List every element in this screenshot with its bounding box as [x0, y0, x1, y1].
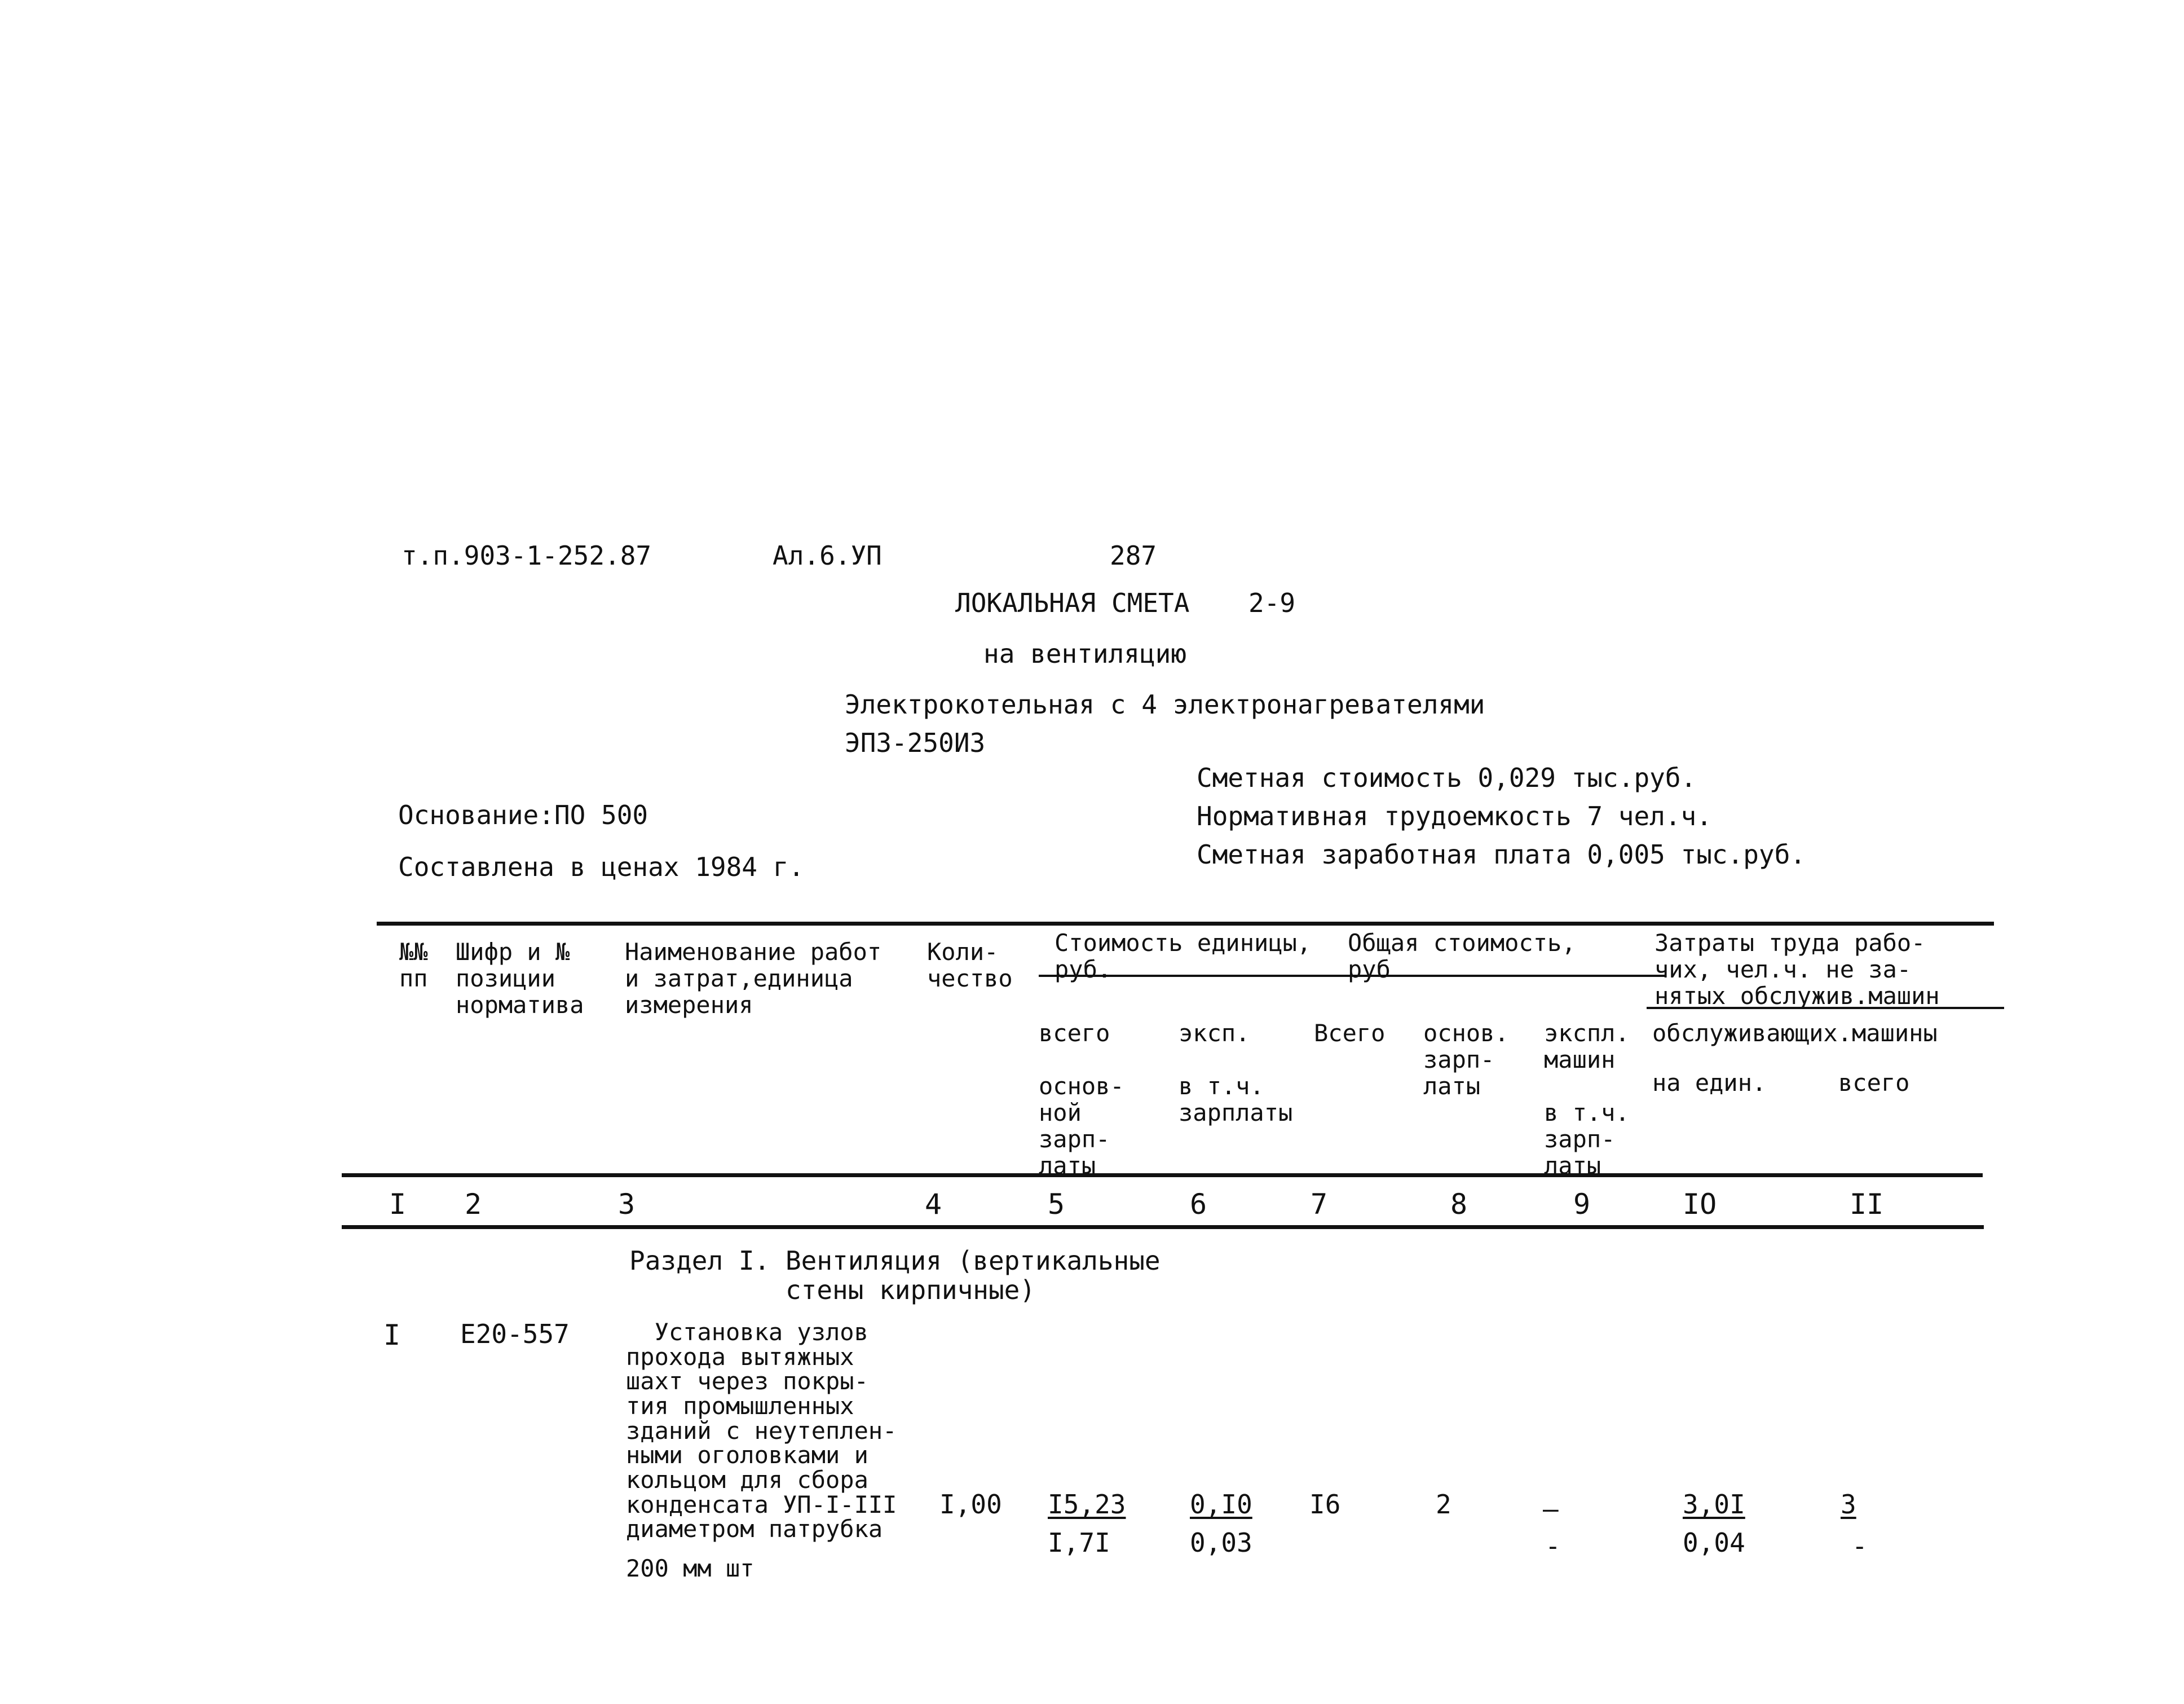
- header-bottom-rule: [342, 1173, 1983, 1177]
- colnum-6: 6: [1190, 1188, 1207, 1221]
- row-col10-wages: 0,04: [1683, 1527, 1745, 1558]
- document-title: ЛОКАЛЬНАЯ СМЕТА: [955, 588, 1190, 618]
- doc-code: т.п.903-1-252.87: [401, 540, 652, 571]
- row-col7: I6: [1309, 1489, 1341, 1520]
- colnum-2: 2: [465, 1188, 482, 1221]
- header-col10-11: обслуживающих.машины: [1652, 1019, 1938, 1047]
- row-unit: 200 мм шт: [626, 1555, 755, 1582]
- table-top-rule: [377, 922, 1994, 926]
- row-col11-total: 3: [1841, 1489, 1856, 1520]
- column-numbers-rule: [342, 1225, 1984, 1229]
- page-number: 287: [1110, 540, 1157, 571]
- header-labor: Затраты труда рабо- чих, чел.ч. не за- нятых обслужив.машин: [1654, 929, 1940, 1010]
- album-ref: Ал.6.УП: [773, 540, 882, 571]
- estimated-wages: Сметная заработная плата 0,005 тыс.руб.: [1197, 839, 1806, 870]
- document-subtitle: на вентиляцию: [983, 639, 1187, 669]
- row-quantity: I,00: [939, 1489, 1002, 1520]
- header-col7: Всего: [1314, 1019, 1386, 1047]
- row-code: Е20-557: [460, 1319, 570, 1349]
- row-work-name: Установка узлов прохода вытяжных шахт через покры- тия промышленных зданий с неутеплен- ными оголовками и кольцом для сбора конденсата УП-I-III диаметром патрубка: [626, 1318, 897, 1543]
- colnum-4: 4: [925, 1188, 942, 1221]
- header-col11: всего: [1838, 1069, 1910, 1097]
- row-col11-wages: -: [1852, 1531, 1868, 1561]
- header-code: Шифр и № позиции норматива: [456, 938, 584, 1019]
- header-col9: экспл. машин в т.ч. зарп- латы: [1544, 1019, 1630, 1180]
- row-col5-total: I5,23: [1048, 1489, 1126, 1520]
- object-model: ЭПЗ-250ИЗ: [845, 728, 986, 758]
- row-col6-wages: 0,03: [1190, 1527, 1252, 1558]
- row-col9-total: —: [1543, 1494, 1559, 1524]
- row-col10-total: 3,0I: [1683, 1489, 1745, 1520]
- header-col6: эксп. в т.ч. зарплаты: [1179, 1019, 1293, 1127]
- colnum-10: IO: [1683, 1188, 1717, 1221]
- colnum-9: 9: [1573, 1188, 1591, 1221]
- row-col8: 2: [1436, 1489, 1451, 1520]
- estimated-cost: Сметная стоимость 0,029 тыс.руб.: [1197, 763, 1697, 793]
- colnum-1: I: [389, 1188, 407, 1221]
- header-quantity: Коли- чество: [927, 938, 1013, 993]
- labor-intensity: Нормативная трудоемкость 7 чел.ч.: [1197, 801, 1712, 831]
- row-number: I: [383, 1319, 401, 1351]
- header-unit-cost: Стоимость единицы, руб.: [1055, 929, 1312, 984]
- header-row-number: №№ пп: [399, 938, 428, 993]
- colnum-11: II: [1850, 1188, 1884, 1221]
- header-col10: на един.: [1652, 1069, 1767, 1097]
- object-name: Электрокотельная с 4 электронагревателями: [845, 689, 1485, 720]
- estimate-number: 2-9: [1248, 588, 1296, 618]
- header-total-cost: Общая стоимость, руб: [1348, 929, 1576, 984]
- header-col5: всего основ- ной зарп- латы: [1039, 1019, 1124, 1180]
- colnum-3: 3: [618, 1188, 636, 1221]
- header-col8: основ. зарп- латы: [1423, 1019, 1509, 1100]
- colnum-8: 8: [1450, 1188, 1468, 1221]
- row-col6-total: 0,I0: [1190, 1489, 1252, 1520]
- colnum-7: 7: [1311, 1188, 1328, 1221]
- price-level: Составлена в ценах 1984 г.: [398, 852, 805, 882]
- row-col9-wages: -: [1545, 1531, 1561, 1561]
- basis: Основание:ПО 500: [398, 800, 648, 830]
- row-col5-wages: I,7I: [1048, 1527, 1110, 1558]
- section-title: Раздел I. Вентиляция (вертикальные стены кирпичные): [629, 1245, 1161, 1305]
- colnum-5: 5: [1048, 1188, 1065, 1221]
- header-work-name: Наименование работ и затрат,единица измерения: [625, 938, 882, 1019]
